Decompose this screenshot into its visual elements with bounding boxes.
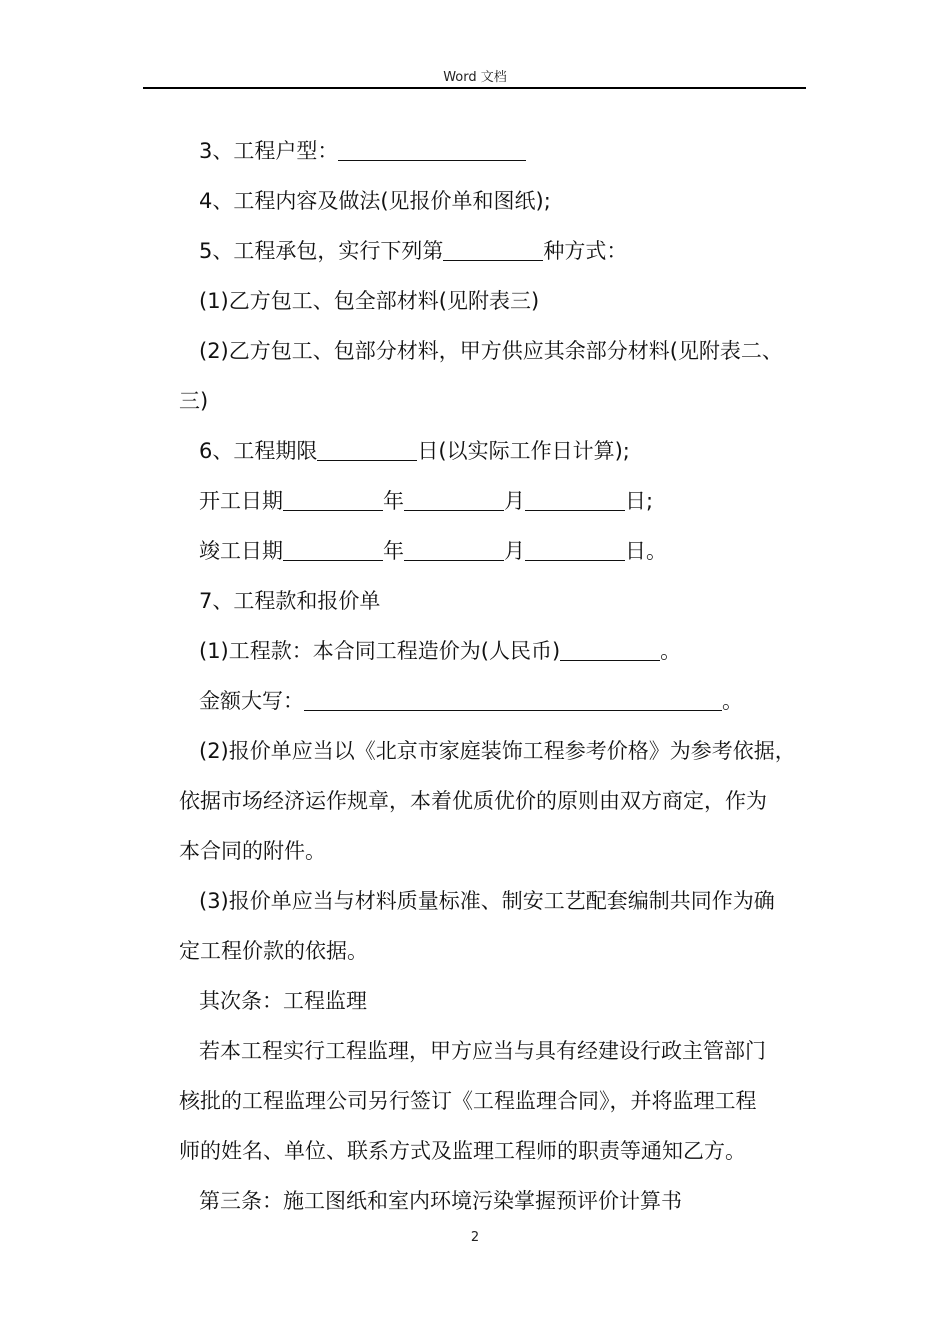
line-article-2-heading: 其次条：工程监理 [199, 989, 367, 1013]
line-project-type [179, 126, 819, 176]
page-header: Word 文档 [443, 70, 507, 85]
page-number: 2 [470, 1230, 480, 1245]
line-contract-method [179, 226, 819, 276]
blank-end-year [283, 538, 383, 561]
header-rule [143, 87, 806, 89]
line-quote-standard: (3)报价单应当与材料质量标准、制安工艺配套编制共同作为确 [199, 889, 775, 913]
line-start-date [179, 476, 819, 526]
blank-contract-method [443, 238, 543, 261]
label-start-day: 日; [625, 489, 654, 513]
line-option-1: (1)乙方包工、包全部材料(见附表三) [199, 289, 540, 313]
blank-project-type [338, 138, 526, 161]
line-supervision-cont: 核批的工程监理公司另行签订《工程监理合同》，并将监理工程 [179, 1089, 757, 1113]
label-project-period-suffix: 日(以实际工作日计算); [417, 439, 630, 463]
line-article-3-heading: 第三条：施工图纸和室内环境污染掌握预评价计算书 [199, 1189, 682, 1213]
line-quote-basis-cont: 依据市场经济运作规章，本着优质优价的原则由双方商定，作为 [179, 789, 767, 813]
label-project-type: 3、工程户型： [199, 139, 339, 163]
label-end-year: 年 [383, 539, 404, 563]
line-end-date [179, 526, 819, 576]
label-end-day: 日。 [625, 539, 667, 563]
label-end-date: 竣工日期 [199, 539, 283, 563]
label-start-year: 年 [383, 489, 404, 513]
blank-start-year [283, 488, 383, 511]
line-supervision-end: 师的姓名、单位、联系方式及监理工程师的职责等通知乙方。 [179, 1139, 746, 1163]
line-project-period [179, 426, 819, 476]
line-quote-basis-end: 本合同的附件。 [179, 839, 326, 863]
label-contract-price-suffix: 。 [660, 639, 682, 663]
line-quote-standard-cont: 定工程价款的依据。 [179, 939, 368, 963]
line-project-content: 4、工程内容及做法(见报价单和图纸); [199, 189, 551, 213]
label-start-date: 开工日期 [199, 489, 283, 513]
blank-end-day [525, 538, 625, 561]
line-supervision: 若本工程实行工程监理，甲方应当与具有经建设行政主管部门 [199, 1039, 766, 1063]
line-amount-words [179, 676, 819, 726]
line-payment-heading: 7、工程款和报价单 [199, 589, 381, 613]
blank-contract-price [560, 638, 660, 661]
label-start-month: 月 [504, 489, 525, 513]
line-option-2-cont: 三) [179, 389, 209, 413]
label-contract-method-suffix: 种方式： [543, 239, 628, 263]
blank-project-period [317, 438, 417, 461]
blank-end-month [404, 538, 504, 561]
label-project-period: 6、工程期限 [199, 439, 318, 463]
blank-amount-words [304, 688, 722, 711]
blank-start-day [525, 488, 625, 511]
label-amount-words-suffix: 。 [722, 689, 743, 713]
line-quote-basis: (2)报价单应当以《北京市家庭装饰工程参考价格》为参考依据， [199, 739, 796, 763]
blank-start-month [404, 488, 504, 511]
line-contract-price [179, 626, 819, 676]
document-body [179, 126, 819, 1226]
label-end-month: 月 [504, 539, 525, 563]
line-option-2: (2)乙方包工、包部分材料，甲方供应其余部分材料(见附表二、 [199, 339, 783, 363]
label-amount-words: 金额大写： [199, 689, 304, 713]
label-contract-price: (1)工程款：本合同工程造价为(人民币) [199, 639, 561, 663]
label-contract-method: 5、工程承包，实行下列第 [199, 239, 444, 263]
